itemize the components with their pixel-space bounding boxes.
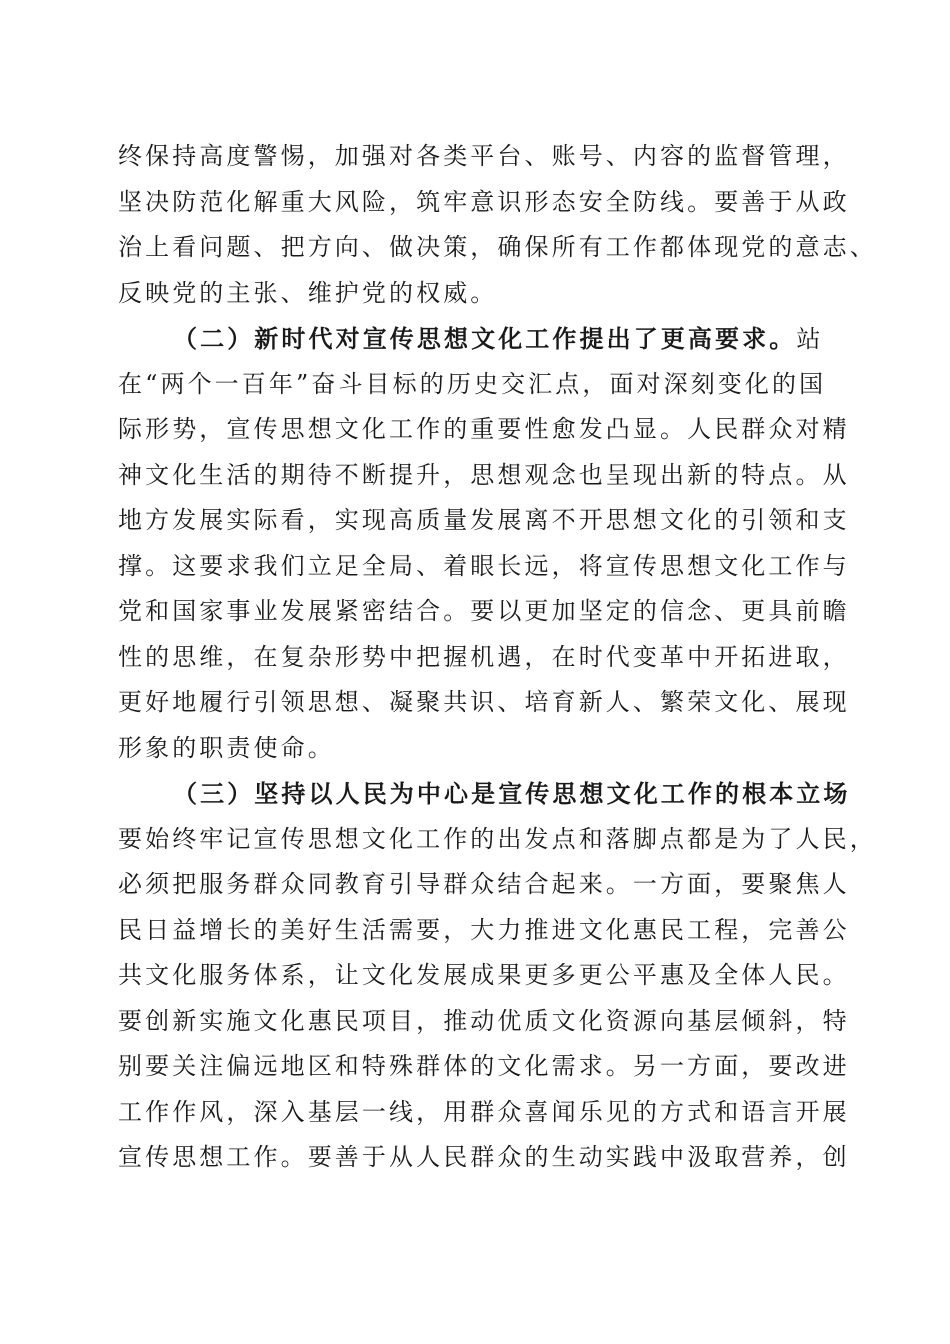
text-line: 性的思维，在复杂形势中把握机遇，在时代变革中开拓进取， — [118, 642, 850, 671]
text-line: 神文化生活的期待不断提升，思想观念也呈现出新的特点。从 — [118, 460, 850, 489]
section-heading-2-tail: 站 — [796, 325, 824, 353]
section-heading-2: （二）新时代对宣传思想文化工作提出了更高要求。 — [173, 324, 797, 353]
text-line: 工作作风，深入基层一线，用群众喜闻乐见的方式和语言开展 — [118, 1097, 850, 1126]
text-line: 要创新实施文化惠民项目，推动优质文化资源向基层倾斜，特 — [118, 1006, 850, 1035]
text-line: 反映党的主张、维护党的权威。 — [118, 278, 498, 307]
text-line: 坚决防范化解重大风险，筑牢意识形态安全防线。要善于从政 — [118, 187, 850, 216]
body-text — [118, 134, 877, 1181]
text-line: 形象的职责使命。 — [118, 733, 335, 762]
text-line: 际形势，宣传思想文化工作的重要性愈发凸显。人民群众对精 — [118, 415, 850, 443]
text-line: 党和国家事业发展紧密结合。要以更加坚定的信念、更具前瞻 — [118, 597, 850, 625]
section-heading-line — [118, 316, 858, 362]
text-line: 治上看问题、把方向、做决策，确保所有工作都体现党的意志、 — [118, 233, 877, 261]
text-line: 在“两个一百年”奋斗目标的历史交汇点，面对深刻变化的国 — [118, 369, 827, 398]
text-line: 必须把服务群众同教育引导群众结合起来。一方面，要聚焦人 — [118, 870, 850, 898]
text-line: 要始终牢记宣传思想文化工作的出发点和落脚点都是为了人民， — [118, 824, 877, 853]
text-line: 宣传思想工作。要善于从人民群众的生动实践中汲取营养，创 — [118, 1143, 850, 1171]
text-line: 地方发展实际看，实现高质量发展离不开思想文化的引领和支 — [118, 506, 850, 534]
text-line: 民日益增长的美好生活需要，大力推进文化惠民工程，完善公 — [118, 915, 850, 944]
text-line: 更好地履行引领思想、凝聚共识、培育新人、繁荣文化、展现 — [118, 688, 850, 716]
text-line: 别要关注偏远地区和特殊群体的文化需求。另一方面，要改进 — [118, 1052, 850, 1080]
text-line: 共文化服务体系，让文化发展成果更多更公平惠及全体人民。 — [118, 961, 850, 989]
section-heading-3: （三）坚持以人民为中心是宣传思想文化工作的根本立场 — [173, 779, 851, 808]
text-line: 撑。这要求我们立足全局、着眼长远，将宣传思想文化工作与 — [118, 551, 850, 580]
text-line: 终保持高度警惕，加强对各类平台、账号、内容的监督管理， — [118, 142, 850, 170]
